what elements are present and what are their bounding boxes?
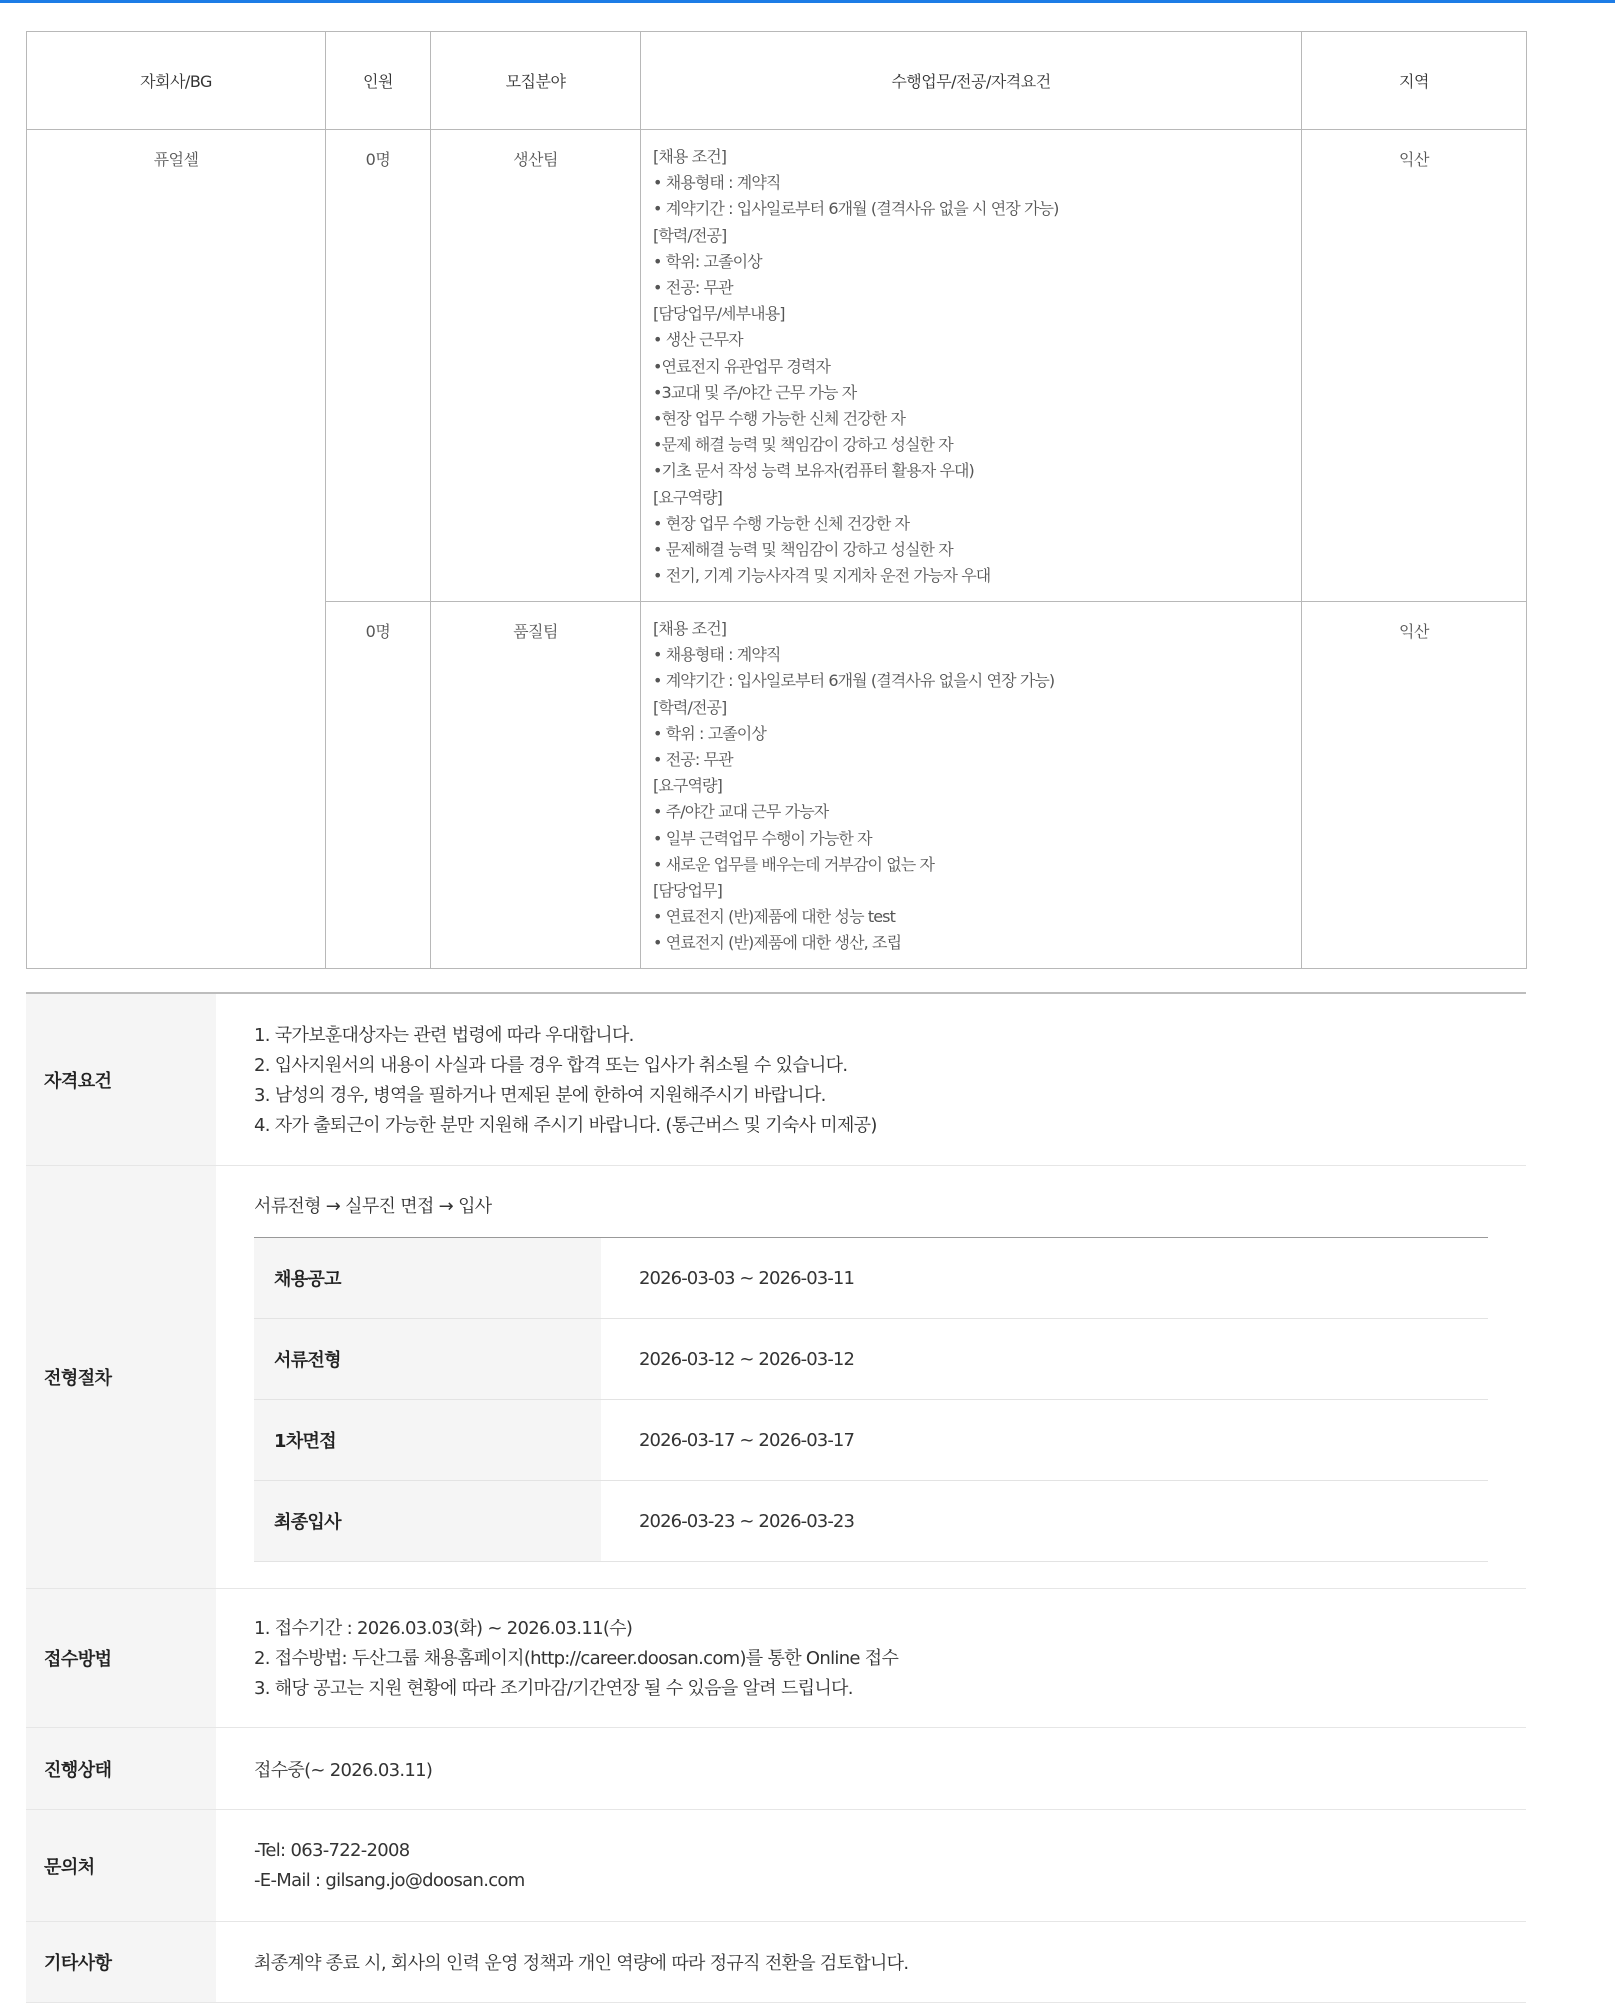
duty-line: [요구역량] [653,776,722,796]
headcount-cell: 0명 [326,602,431,969]
process-content [216,1166,1526,1588]
duty-line: • 전공: 무관 [653,278,733,298]
job-openings-table [26,31,1527,969]
schedule-row [254,1400,1488,1481]
schedule-row [254,1319,1488,1400]
schedule-row [254,1481,1488,1562]
qualification-line: 1. 국가보훈대상자는 관련 법령에 따라 우대합니다. [254,1025,634,1046]
region-cell: 익산 [1302,602,1527,969]
duty-line: [채용 조건] [653,619,727,638]
schedule-period: 2026-03-17 ~ 2026-03-17 [639,1429,855,1451]
duty-line: • 채용형태 : 계약직 [653,173,781,193]
recruit-info-section [26,992,1526,2003]
duty-line: • 전기, 기계 기능사자격 및 지게차 운전 가능자 우대 [653,566,991,586]
reception-label: 접수방법 [26,1589,216,1727]
region-cell: 익산 [1302,130,1527,602]
schedule-table [254,1238,1488,1562]
header-duties: 수행업무/전공/자격요건 [641,32,1302,130]
contact-label: 문의처 [26,1810,216,1921]
duties-cell [641,130,1302,602]
duty-line: • 주/야간 교대 근무 가능자 [653,802,829,822]
duty-line: [담당업무] [653,881,722,901]
etc-label: 기타사항 [26,1922,216,2002]
status-row [26,1728,1526,1810]
schedule-row [254,1238,1488,1319]
etc-value: 최종계약 종료 시, 회사의 인력 운영 정책과 개인 역량에 따라 정규직 전환을 검토합니다. [254,1953,909,1974]
duty-line: •기초 문서 작성 능력 보유자(컴퓨터 활용자 우대) [653,461,974,481]
process-row [26,1166,1526,1589]
reception-line: 3. 해당 공고는 지원 현황에 따라 조기마감/기간연장 될 수 있음을 알려 드립니다. [254,1678,853,1699]
duty-line: • 연료전지 (반)제품에 대한 생산, 조립 [653,933,902,953]
schedule-period: 2026-03-03 ~ 2026-03-11 [639,1267,855,1289]
table-row [27,130,1527,602]
company-cell: 퓨얼셀 [27,130,326,969]
duty-line: •연료전지 유관업무 경력자 [653,356,831,376]
qualification-label: 자격요건 [26,994,216,1165]
duty-line: • 문제해결 능력 및 책임감이 강하고 성실한 자 [653,540,953,560]
process-label: 전형절차 [26,1166,216,1588]
duty-line: • 학위 : 고졸이상 [653,723,766,743]
status-label: 진행상태 [26,1728,216,1809]
schedule-step: 채용공고 [254,1238,601,1318]
duty-line: •3교대 및 주/야간 근무 가능 자 [653,382,857,402]
duty-line: • 전공: 무관 [653,750,733,770]
schedule-period: 2026-03-12 ~ 2026-03-12 [639,1348,855,1370]
duty-line: • 일부 근력업무 수행이 가능한 자 [653,828,872,848]
schedule-step: 최종입사 [254,1481,601,1561]
process-flow: 서류전형 → 실무진 면접 → 입사 [254,1192,1488,1238]
schedule-step: 1차면접 [254,1400,601,1480]
header-headcount: 인원 [326,32,431,130]
header-region: 지역 [1302,32,1527,130]
schedule-step: 서류전형 [254,1319,601,1399]
qualification-content [216,994,1526,1165]
schedule-period: 2026-03-23 ~ 2026-03-23 [639,1510,855,1532]
top-accent-line [0,0,1615,3]
field-cell: 생산팀 [431,130,641,602]
duty-line: •현장 업무 수행 가능한 신체 건강한 자 [653,409,905,429]
duty-line: • 학위: 고졸이상 [653,251,762,271]
reception-line: 2. 접수방법: 두산그룹 채용홈페이지(http://career.doosan.com)를 통한 Online 접수 [254,1648,899,1669]
duty-line: [요구역량] [653,487,722,507]
contact-content [216,1810,1526,1921]
duty-line: [채용 조건] [653,147,727,166]
duty-line: • 새로운 업무를 배우는데 거부감이 없는 자 [653,854,935,874]
duties-cell [641,602,1302,969]
header-field: 모집분야 [431,32,641,130]
headcount-cell: 0명 [326,130,431,602]
duty-line: • 채용형태 : 계약직 [653,645,781,665]
reception-row [26,1589,1526,1728]
status-value: 접수중(~ 2026.03.11) [254,1759,433,1781]
reception-content [216,1589,1526,1727]
qualification-line: 3. 남성의 경우, 병역을 필하거나 면제된 분에 한하여 지원해주시기 바랍니다. [254,1085,826,1106]
contact-row [26,1810,1526,1922]
field-cell: 품질팀 [431,602,641,969]
duty-line: • 연료전지 (반)제품에 대한 성능 test [653,907,895,927]
reception-line: 1. 접수기간 : 2026.03.03(화) ~ 2026.03.11(수) [254,1618,633,1639]
etc-row [26,1922,1526,2003]
qualification-line: 4. 자가 출퇴근이 가능한 분만 지원해 주시기 바랍니다. (통근버스 및 기숙사 미제공) [254,1115,877,1136]
contact-phone: -Tel: 063-722-2008 [254,1840,410,1861]
header-company: 자회사/BG [27,32,326,130]
duty-line: • 계약기간 : 입사일로부터 6개월 (결격사유 없을 시 연장 가능) [653,199,1059,219]
qualification-row [26,994,1526,1166]
duty-line: [학력/전공] [653,225,727,245]
duty-line: • 계약기간 : 입사일로부터 6개월 (결격사유 없을시 연장 가능) [653,671,1055,691]
duty-line: •문제 해결 능력 및 책임감이 강하고 성실한 자 [653,435,953,455]
contact-email: -E-Mail : gilsang.jo@doosan.com [254,1870,525,1891]
table-header-row [27,32,1527,130]
duty-line: [담당업무/세부내용] [653,304,785,324]
duty-line: [학력/전공] [653,697,727,717]
duty-line: • 현장 업무 수행 가능한 신체 건강한 자 [653,513,910,533]
duty-line: • 생산 근무자 [653,330,743,350]
qualification-line: 2. 입사지원서의 내용이 사실과 다를 경우 합격 또는 입사가 취소될 수 있습니다. [254,1055,848,1076]
